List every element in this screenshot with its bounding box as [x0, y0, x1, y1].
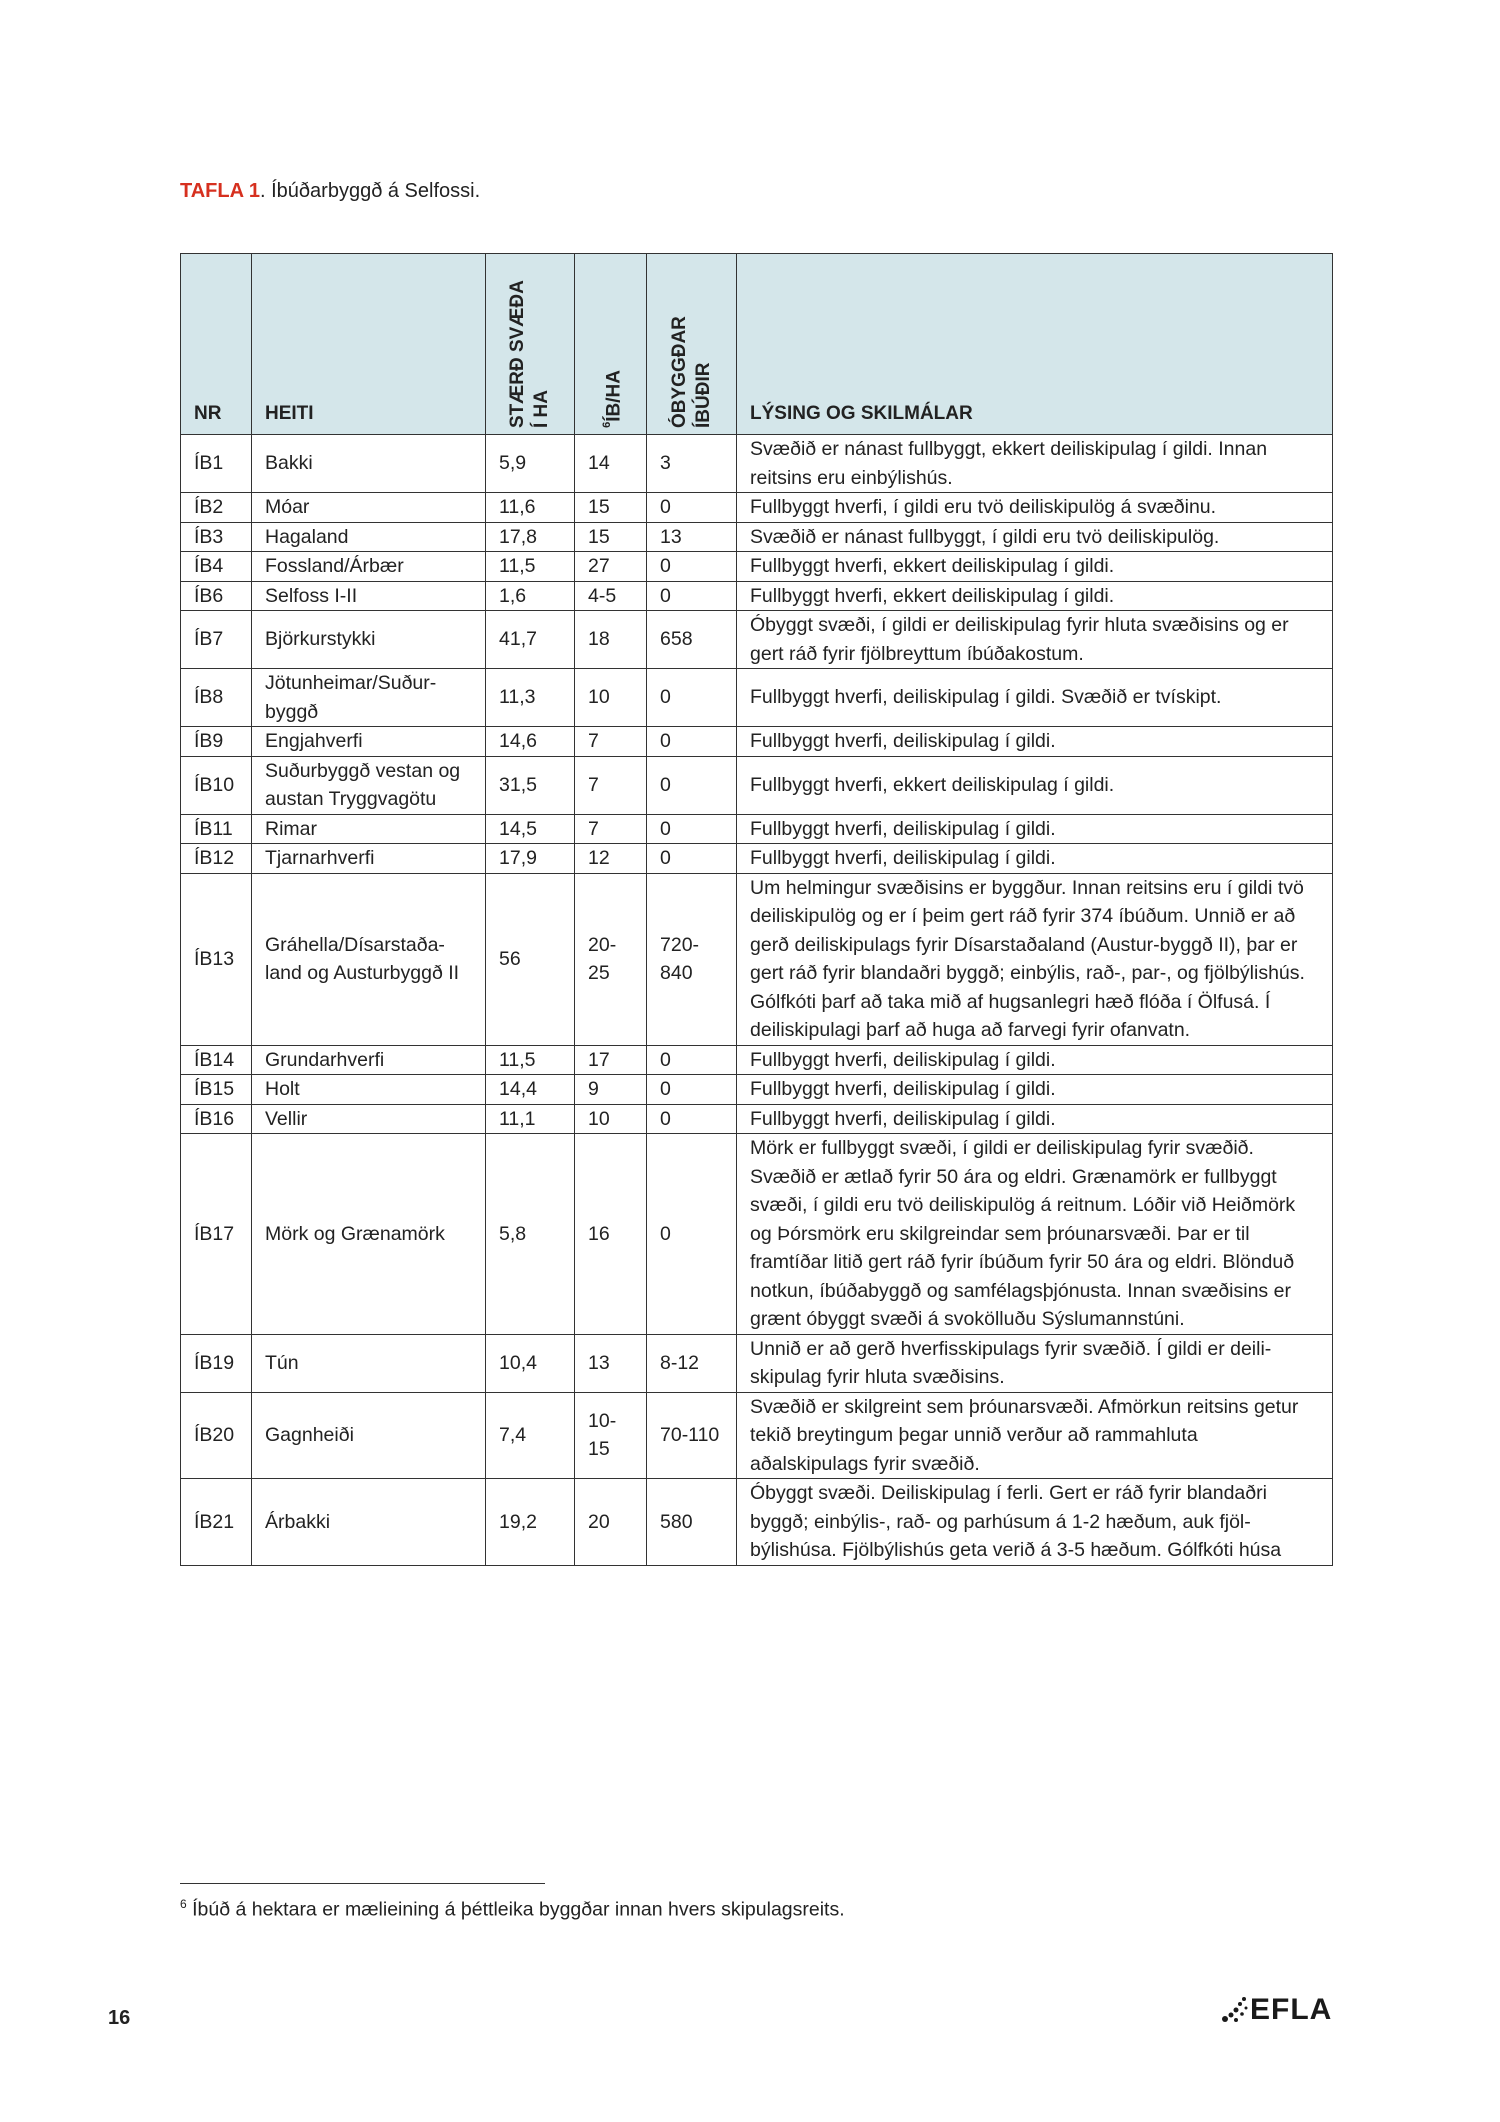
cell-staerd: 31,5 — [486, 756, 575, 814]
table-row — [181, 581, 1333, 611]
cell-staerd: 11,5 — [486, 552, 575, 582]
cell-heiti: Grundarhverfi — [252, 1045, 486, 1075]
cell-heiti: Hagaland — [252, 522, 486, 552]
header-lysing: LÝSING OG SKILMÁLAR — [737, 254, 1333, 435]
header-ibha-footnote-ref: 6 — [600, 421, 613, 428]
cell-heiti: Bakki — [252, 435, 486, 493]
page-number: 16 — [108, 2007, 131, 2029]
header-heiti: HEITI — [252, 254, 486, 435]
cell-nr: ÍB19 — [181, 1334, 252, 1392]
cell-obyggdar: 580 — [647, 1479, 737, 1566]
table-row — [181, 1392, 1333, 1479]
footnote — [180, 1897, 845, 1922]
cell-heiti: Gagnheiði — [252, 1392, 486, 1479]
logo-dots-icon — [1222, 1995, 1248, 2025]
cell-heiti: Holt — [252, 1075, 486, 1105]
cell-obyggdar: 13 — [647, 522, 737, 552]
cell-staerd: 11,1 — [486, 1104, 575, 1134]
cell-nr: ÍB8 — [181, 669, 252, 727]
cell-staerd: 14,4 — [486, 1075, 575, 1105]
cell-lysing: Fullbyggt hverfi, deiliskipulag í gildi. — [737, 844, 1333, 874]
cell-heiti: Vellir — [252, 1104, 486, 1134]
cell-obyggdar: 8-12 — [647, 1334, 737, 1392]
cell-obyggdar: 658 — [647, 611, 737, 669]
cell-ibha: 18 — [575, 611, 647, 669]
table-row — [181, 727, 1333, 757]
table-row — [181, 493, 1333, 523]
caption-label: TAFLA 1 — [180, 180, 260, 202]
residential-areas-table — [180, 253, 1333, 1566]
cell-obyggdar: 0 — [647, 1045, 737, 1075]
table-row — [181, 611, 1333, 669]
cell-staerd: 14,6 — [486, 727, 575, 757]
cell-obyggdar: 0 — [647, 814, 737, 844]
cell-lysing: Fullbyggt hverfi, ekkert deiliskipulag í gildi. — [737, 581, 1333, 611]
cell-lysing: Fullbyggt hverfi, deiliskipulag í gildi. — [737, 1045, 1333, 1075]
header-staerd-text: STÆRÐ SVÆÐA Í HA — [507, 280, 552, 428]
cell-staerd: 5,8 — [486, 1134, 575, 1335]
cell-ibha: 4-5 — [575, 581, 647, 611]
table-row — [181, 844, 1333, 874]
cell-staerd: 14,5 — [486, 814, 575, 844]
cell-staerd: 1,6 — [486, 581, 575, 611]
header-staerd — [486, 254, 575, 435]
cell-lysing: Fullbyggt hverfi, í gildi eru tvö deiliskipulög á svæðinu. — [737, 493, 1333, 523]
cell-lysing: Óbyggt svæði, í gildi er deiliskipulag fyrir hluta svæðisins og er gert ráð fyrir fjölbreyttum íbúðakostum. — [737, 611, 1333, 669]
table-row — [181, 1134, 1333, 1335]
cell-lysing: Fullbyggt hverfi, deiliskipulag í gildi. Svæðið er tvískipt. — [737, 669, 1333, 727]
cell-ibha: 17 — [575, 1045, 647, 1075]
cell-nr: ÍB17 — [181, 1134, 252, 1335]
cell-staerd: 41,7 — [486, 611, 575, 669]
cell-ibha: 15 — [575, 493, 647, 523]
cell-lysing: Óbyggt svæði. Deiliskipulag í ferli. Gert er ráð fyrir blandaðri byggð; einbýlis-, rað- og parhúsum á 1-2 hæðum, auk fjöl-býlishúsa. Fjölbýlishús geta verið á 3-5 hæðum. Gólfkóti húsa — [737, 1479, 1333, 1566]
cell-nr: ÍB11 — [181, 814, 252, 844]
cell-obyggdar: 0 — [647, 581, 737, 611]
cell-staerd: 56 — [486, 873, 575, 1045]
cell-heiti: Mörk og Grænamörk — [252, 1134, 486, 1335]
cell-ibha: 13 — [575, 1334, 647, 1392]
cell-ibha: 20 — [575, 1479, 647, 1566]
efla-logo — [1222, 1990, 1334, 2030]
cell-staerd: 7,4 — [486, 1392, 575, 1479]
cell-lysing: Um helmingur svæðisins er byggður. Innan reitsins eru í gildi tvö deiliskipulög og er í þeim gert ráð fyrir 374 íbúðum. Unnið er að gerð deiliskipulags fyrir Dísarstaðaland (Austur-byggð II), þar er gert ráð fyrir blandaðri byggð; einbýlis, rað-, par-, og fjölbýlishús. Gólfkóti þarf að taka mið af hugsanlegri hæð flóða í Ölfusá. Í deiliskipulagi þarf að huga að farvegi fyrir ofanvatn. — [737, 873, 1333, 1045]
table-row — [181, 1334, 1333, 1392]
cell-heiti: Engjahverfi — [252, 727, 486, 757]
cell-staerd: 11,3 — [486, 669, 575, 727]
table-row — [181, 1104, 1333, 1134]
cell-nr: ÍB21 — [181, 1479, 252, 1566]
cell-staerd: 11,6 — [486, 493, 575, 523]
cell-nr: ÍB6 — [181, 581, 252, 611]
cell-obyggdar: 0 — [647, 756, 737, 814]
cell-heiti: Árbakki — [252, 1479, 486, 1566]
cell-ibha: 20-25 — [575, 873, 647, 1045]
cell-heiti: Tjarnarhverfi — [252, 844, 486, 874]
cell-lysing: Fullbyggt hverfi, deiliskipulag í gildi. — [737, 727, 1333, 757]
cell-lysing: Fullbyggt hverfi, deiliskipulag í gildi. — [737, 1075, 1333, 1105]
cell-lysing: Fullbyggt hverfi, deiliskipulag í gildi. — [737, 1104, 1333, 1134]
table-row — [181, 1479, 1333, 1566]
table-row — [181, 756, 1333, 814]
cell-ibha: 7 — [575, 756, 647, 814]
cell-obyggdar: 0 — [647, 1075, 737, 1105]
cell-obyggdar: 0 — [647, 1134, 737, 1335]
footnote-rule — [180, 1883, 545, 1884]
cell-staerd: 11,5 — [486, 1045, 575, 1075]
cell-staerd: 17,9 — [486, 844, 575, 874]
cell-heiti: Móar — [252, 493, 486, 523]
cell-heiti: Gráhella/Dísarstaða-land og Austurbyggð II — [252, 873, 486, 1045]
cell-heiti: Rimar — [252, 814, 486, 844]
header-ibha-wrap — [595, 370, 626, 428]
cell-staerd: 5,9 — [486, 435, 575, 493]
cell-obyggdar: 0 — [647, 669, 737, 727]
cell-obyggdar: 0 — [647, 493, 737, 523]
table-header-row — [181, 254, 1333, 435]
footnote-marker: 6 — [180, 1897, 187, 1911]
header-obyggdar — [647, 254, 737, 435]
cell-nr: ÍB3 — [181, 522, 252, 552]
cell-nr: ÍB13 — [181, 873, 252, 1045]
cell-ibha: 27 — [575, 552, 647, 582]
cell-nr: ÍB1 — [181, 435, 252, 493]
cell-heiti: Suðurbyggð vestan og austan Tryggvagötu — [252, 756, 486, 814]
header-ibha — [575, 254, 647, 435]
cell-ibha: 16 — [575, 1134, 647, 1335]
cell-obyggdar: 0 — [647, 727, 737, 757]
header-ibha-text: ÍB/HA — [603, 370, 625, 422]
cell-ibha: 14 — [575, 435, 647, 493]
table-row — [181, 873, 1333, 1045]
cell-nr: ÍB7 — [181, 611, 252, 669]
cell-nr: ÍB16 — [181, 1104, 252, 1134]
caption-text: . Íbúðarbyggð á Selfossi. — [260, 180, 481, 202]
table-row — [181, 435, 1333, 493]
cell-staerd: 19,2 — [486, 1479, 575, 1566]
cell-obyggdar: 70-110 — [647, 1392, 737, 1479]
table-row — [181, 522, 1333, 552]
cell-heiti: Tún — [252, 1334, 486, 1392]
cell-nr: ÍB9 — [181, 727, 252, 757]
cell-ibha: 7 — [575, 814, 647, 844]
cell-lysing: Svæðið er nánast fullbyggt, í gildi eru tvö deiliskipulög. — [737, 522, 1333, 552]
cell-obyggdar: 0 — [647, 1104, 737, 1134]
table-row — [181, 814, 1333, 844]
cell-ibha: 15 — [575, 522, 647, 552]
table-row — [181, 1045, 1333, 1075]
cell-nr: ÍB4 — [181, 552, 252, 582]
cell-obyggdar: 3 — [647, 435, 737, 493]
cell-heiti: Selfoss I-II — [252, 581, 486, 611]
header-nr: NR — [181, 254, 252, 435]
cell-lysing: Svæðið er skilgreint sem þróunarsvæði. Afmörkun reitsins getur tekið breytingum þegar unnið verður að rammahluta aðalskipulags fyrir svæðið. — [737, 1392, 1333, 1479]
cell-nr: ÍB2 — [181, 493, 252, 523]
cell-nr: ÍB12 — [181, 844, 252, 874]
cell-lysing: Fullbyggt hverfi, deiliskipulag í gildi. — [737, 814, 1333, 844]
cell-obyggdar: 0 — [647, 844, 737, 874]
cell-lysing: Unnið er að gerð hverfisskipulags fyrir svæðið. Í gildi er deili-skipulag fyrir hluta svæðisins. — [737, 1334, 1333, 1392]
cell-nr: ÍB14 — [181, 1045, 252, 1075]
cell-staerd: 17,8 — [486, 522, 575, 552]
cell-ibha: 7 — [575, 727, 647, 757]
table-row — [181, 552, 1333, 582]
cell-lysing: Svæðið er nánast fullbyggt, ekkert deiliskipulag í gildi. Innan reitsins eru einbýlishús. — [737, 435, 1333, 493]
logo-text: EFLA — [1250, 1993, 1333, 2026]
cell-nr: ÍB10 — [181, 756, 252, 814]
cell-heiti: Fossland/Árbær — [252, 552, 486, 582]
cell-nr: ÍB20 — [181, 1392, 252, 1479]
cell-staerd: 10,4 — [486, 1334, 575, 1392]
header-obyggdar-text: ÓBYGGÐAR ÍBÚÐIR — [668, 316, 714, 428]
footnote-text: Íbúð á hektara er mælieining á þéttleika byggðar innan hvers skipulagsreits. — [186, 1898, 845, 1921]
cell-heiti: Jötunheimar/Suður-byggð — [252, 669, 486, 727]
cell-heiti: Björkurstykki — [252, 611, 486, 669]
cell-obyggdar: 720-840 — [647, 873, 737, 1045]
cell-ibha: 10-15 — [575, 1392, 647, 1479]
table-row — [181, 1075, 1333, 1105]
cell-nr: ÍB15 — [181, 1075, 252, 1105]
cell-lysing: Fullbyggt hverfi, ekkert deiliskipulag í gildi. — [737, 756, 1333, 814]
table-row — [181, 669, 1333, 727]
cell-ibha: 9 — [575, 1075, 647, 1105]
cell-ibha: 12 — [575, 844, 647, 874]
cell-lysing: Mörk er fullbyggt svæði, í gildi er deiliskipulag fyrir svæðið. Svæðið er ætlað fyrir 50 ára og eldri. Grænamörk er fullbyggt svæði, í gildi eru tvö deiliskipulög á reitnum. Lóðir við Heiðmörk og Þórsmörk eru skilgreindar sem þróunarsvæði. Þar er til framtíðar litið gert ráð fyrir íbúðum fyrir 50 ára og eldri. Blönduð notkun, íbúðabyggð og samfélagsþjónusta. Innan svæðisins er grænt óbyggt svæði á svokölluðu Sýslumannstúni. — [737, 1134, 1333, 1335]
cell-lysing: Fullbyggt hverfi, ekkert deiliskipulag í gildi. — [737, 552, 1333, 582]
table-caption — [180, 180, 480, 203]
cell-ibha: 10 — [575, 669, 647, 727]
cell-obyggdar: 0 — [647, 552, 737, 582]
cell-ibha: 10 — [575, 1104, 647, 1134]
